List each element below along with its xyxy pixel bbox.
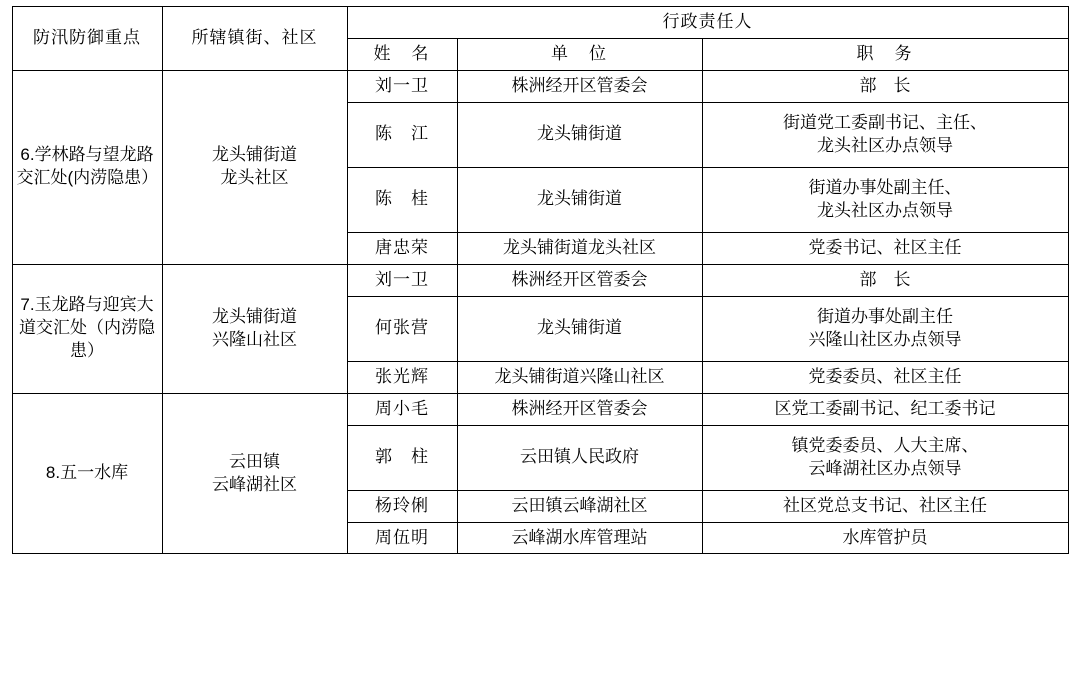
cell-town bbox=[162, 264, 347, 393]
cell-duty bbox=[702, 490, 1068, 522]
cell-unit: 云峰湖水库管理站 bbox=[457, 522, 702, 554]
cell-name: 何张营 bbox=[347, 296, 457, 361]
cell-unit: 株洲经开区管委会 bbox=[457, 70, 702, 102]
cell-unit: 云田镇云峰湖社区 bbox=[457, 490, 702, 522]
cell-duty bbox=[702, 296, 1068, 361]
cell-name: 周伍明 bbox=[347, 522, 457, 554]
header-row-top bbox=[12, 7, 1068, 39]
cell-name: 杨玲俐 bbox=[347, 490, 457, 522]
cell-name: 唐忠荣 bbox=[347, 232, 457, 264]
cell-duty bbox=[702, 264, 1068, 296]
cell-town-line: 云田镇 bbox=[229, 451, 280, 471]
cell-duty bbox=[702, 522, 1068, 554]
cell-unit: 龙头铺街道龙头社区 bbox=[457, 232, 702, 264]
cell-town bbox=[162, 70, 347, 264]
cell-duty-line: 部 长 bbox=[859, 269, 911, 289]
header-town-community: 所辖镇街、社区 bbox=[162, 7, 347, 71]
cell-duty bbox=[702, 232, 1068, 264]
cell-duty-line: 部 长 bbox=[859, 75, 911, 95]
cell-unit: 云田镇人民政府 bbox=[457, 425, 702, 490]
cell-duty bbox=[702, 70, 1068, 102]
cell-duty-line: 龙头社区办点领导 bbox=[817, 135, 953, 155]
cell-duty-line: 党委书记、社区主任 bbox=[808, 237, 962, 257]
cell-name: 刘一卫 bbox=[347, 264, 457, 296]
flood-responsibility-table bbox=[12, 6, 1069, 554]
cell-town-line: 龙头铺街道 bbox=[212, 145, 297, 165]
cell-town bbox=[162, 393, 347, 554]
cell-duty bbox=[702, 361, 1068, 393]
cell-unit: 龙头铺街道 bbox=[457, 296, 702, 361]
table-header bbox=[12, 7, 1068, 71]
cell-town-line: 兴隆山社区 bbox=[212, 329, 297, 349]
cell-name: 陈 江 bbox=[347, 102, 457, 167]
cell-duty-line: 街道办事处副主任 bbox=[817, 306, 953, 326]
cell-name: 陈 桂 bbox=[347, 167, 457, 232]
cell-town-line: 龙头铺街道 bbox=[212, 306, 297, 326]
cell-duty bbox=[702, 425, 1068, 490]
table-row bbox=[12, 70, 1068, 102]
table-body bbox=[12, 70, 1068, 554]
cell-unit: 株洲经开区管委会 bbox=[457, 393, 702, 425]
cell-duty bbox=[702, 102, 1068, 167]
cell-name: 刘一卫 bbox=[347, 70, 457, 102]
cell-name: 郭 柱 bbox=[347, 425, 457, 490]
cell-duty-line: 龙头社区办点领导 bbox=[817, 200, 953, 220]
cell-duty-line: 党委委员、社区主任 bbox=[808, 366, 962, 386]
header-duty: 职 务 bbox=[702, 38, 1068, 70]
cell-duty bbox=[702, 393, 1068, 425]
cell-unit: 龙头铺街道 bbox=[457, 102, 702, 167]
cell-unit: 龙头铺街道 bbox=[457, 167, 702, 232]
cell-town-line: 云峰湖社区 bbox=[212, 474, 297, 494]
table-row bbox=[12, 393, 1068, 425]
cell-town-line: 龙头社区 bbox=[220, 168, 289, 188]
cell-duty-line: 街道党工委副书记、主任、 bbox=[783, 112, 987, 132]
cell-name: 张光辉 bbox=[347, 361, 457, 393]
cell-duty-line: 兴隆山社区办点领导 bbox=[808, 329, 962, 349]
cell-unit: 龙头铺街道兴隆山社区 bbox=[457, 361, 702, 393]
cell-duty-line: 社区党总支书记、社区主任 bbox=[783, 495, 987, 515]
cell-site: 8.五一水库 bbox=[12, 393, 162, 554]
cell-duty bbox=[702, 167, 1068, 232]
cell-duty-line: 区党工委副书记、纪工委书记 bbox=[774, 398, 996, 418]
table-row bbox=[12, 264, 1068, 296]
cell-site: 7.玉龙路与迎宾大道交汇处（内涝隐患） bbox=[12, 264, 162, 393]
cell-site: 6.学林路与望龙路交汇处(内涝隐患） bbox=[12, 70, 162, 264]
cell-duty-line: 水库管护员 bbox=[842, 527, 928, 547]
header-name: 姓 名 bbox=[347, 38, 457, 70]
header-unit: 单 位 bbox=[457, 38, 702, 70]
cell-unit: 株洲经开区管委会 bbox=[457, 264, 702, 296]
cell-duty-line: 云峰湖社区办点领导 bbox=[808, 458, 962, 478]
cell-duty-line: 街道办事处副主任、 bbox=[808, 177, 962, 197]
header-responsible-person-group: 行政责任人 bbox=[347, 7, 1068, 39]
cell-duty-line: 镇党委委员、人大主席、 bbox=[791, 435, 979, 455]
header-flood-key-point: 防汛防御重点 bbox=[12, 7, 162, 71]
cell-name: 周小毛 bbox=[347, 393, 457, 425]
